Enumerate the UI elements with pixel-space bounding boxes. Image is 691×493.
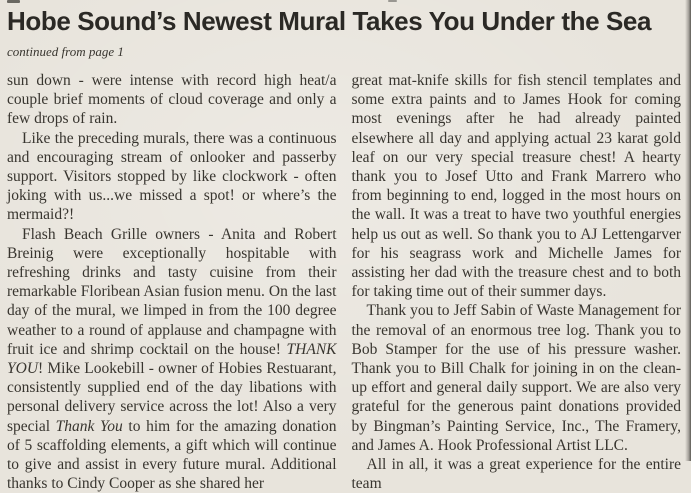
article-columns — [7, 71, 681, 493]
body-text: ! Mike Lookebill - owner of Hobies Restuarant, consistently supplied end of the day libations with personal delivery service across the lot! Also a very special — [7, 359, 337, 435]
paragraph — [7, 71, 337, 129]
body-text: sun down - were intense with record high heat/a couple brief moments of cloud coverage and only a few drops of rain. — [7, 71, 337, 128]
emphasis-text: Thank You — [55, 417, 123, 435]
paragraph — [352, 301, 682, 455]
body-text: Thank you to Jeff Sabin of Waste Management for the removal of an enormous tree log. Thank you to Bob Stamper for the use of his pressure washer. Thank you to Bill Chalk for joining in on the clean-up effort and general daily support. We are also very grateful for the generous paint donations provided by Bingman’s Painting Service, Inc., The Framery, and James A. Hook Professional Artist LLC. — [351, 302, 681, 454]
scan-artifact — [7, 0, 20, 3]
paragraph — [352, 71, 682, 301]
continued-from-note: continued from page 1 — [7, 43, 124, 59]
page-edge-shadow — [685, 0, 691, 461]
body-text: great mat-knife skills for fish stencil templates and some extra paints and to James Hook for coming most evenings after he had already painted elsewhere all day and applying actual 23 karat gold leaf on our very special treasure chest! A hearty thank you to Josef Utto and Frank Marrero who from beginning to end, logged in the most hours on the wall. It was a treat to have two youthful energies help us out as well. So thank you to AJ Lettengarver for his seagrass work and Michelle James for assisting her dad with the treasure chest and to both for taking time out of their summer days. — [351, 71, 681, 301]
paragraph — [7, 225, 337, 493]
body-text: Flash Beach Grille owners - Anita and Robert Breinig were exceptionally hospitable with refreshing drinks and tasty cuisine from their remarkable Floribean Asian fusion menu. On the last day of the mural, we limped in from the 100 degree weather to a round of applause and champagne with fruit ice and shrimp cocktail on the house! — [7, 225, 337, 358]
paragraph — [7, 129, 337, 225]
article-column-1 — [7, 71, 337, 493]
body-text: Like the preceding murals, there was a continuous and encouraging stream of onlooker and passerby support. Visitors stopped by like clockwork - often joking with us...we missed a spot! or where’s the mermaid?! — [7, 129, 337, 224]
emphasis-text: THANK YOU — [7, 340, 337, 377]
body-text: All in all, it was a great experience for the entire team — [351, 455, 681, 493]
body-text: to him for the amazing donation of 5 scaffolding elements, a gift which will continue to give and assist in every future mural. Additional thanks to Cindy Cooper as she shared her — [7, 417, 337, 493]
scan-artifact — [388, 0, 397, 2]
article-column-2 — [352, 71, 682, 493]
article-title: Hobe Sound’s Newest Mural Takes You Under the Sea — [7, 6, 652, 36]
